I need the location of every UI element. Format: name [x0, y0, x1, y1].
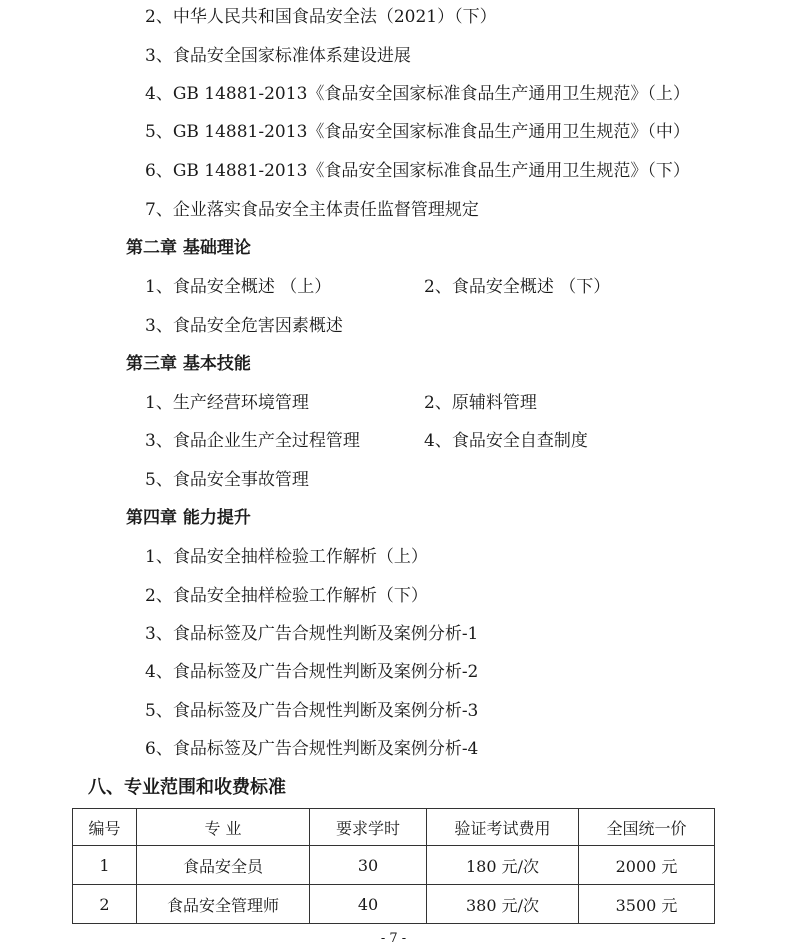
- list-item: 3、食品企业生产全过程管理: [145, 431, 360, 451]
- list-item: 4、GB 14881-2013《食品安全国家标准食品生产通用卫生规范》（上）: [145, 84, 690, 104]
- list-item: 3、食品安全国家标准体系建设进展: [145, 46, 411, 66]
- list-item: 7、企业落实食品安全主体责任监督管理规定: [145, 200, 479, 220]
- list-item: 2、原辅料管理: [424, 393, 537, 413]
- column-header: 全国统一价: [579, 809, 715, 846]
- table-cell: 40: [310, 885, 427, 924]
- list-item: 4、食品安全自查制度: [424, 431, 588, 451]
- list-item: 6、GB 14881-2013《食品安全国家标准食品生产通用卫生规范》（下）: [145, 161, 690, 181]
- table-cell: 食品安全管理师: [137, 885, 310, 924]
- list-item: 4、食品标签及广告合规性判断及案例分析-2: [145, 662, 479, 682]
- section-8-title: 八、专业范围和收费标准: [88, 777, 286, 798]
- chapter-2-title: 第二章 基础理论: [126, 238, 251, 258]
- list-item: 1、生产经营环境管理: [145, 393, 309, 413]
- list-item: 1、食品安全抽样检验工作解析（上）: [145, 547, 428, 567]
- list-item: 3、食品安全危害因素概述: [145, 316, 343, 336]
- chapter-4-title: 第四章 能力提升: [126, 508, 251, 528]
- list-item: 3、食品标签及广告合规性判断及案例分析-1: [145, 624, 479, 644]
- list-item: 5、GB 14881-2013《食品安全国家标准食品生产通用卫生规范》（中）: [145, 122, 690, 142]
- table-cell: 3500 元: [579, 885, 715, 924]
- table-cell: 30: [310, 846, 427, 885]
- column-header: 编号: [73, 809, 137, 846]
- table-cell: 380 元/次: [427, 885, 579, 924]
- table-row: [73, 846, 715, 885]
- column-header: 专 业: [137, 809, 310, 846]
- list-item: 2、食品安全抽样检验工作解析（下）: [145, 586, 428, 606]
- list-item: 2、食品安全概述 （下）: [424, 277, 611, 297]
- list-item: 1、食品安全概述 （上）: [145, 277, 332, 297]
- table-cell: 180 元/次: [427, 846, 579, 885]
- column-header: 要求学时: [310, 809, 427, 846]
- table-header-row: [73, 809, 715, 846]
- chapter-3-title: 第三章 基本技能: [126, 354, 251, 374]
- column-header: 验证考试费用: [427, 809, 579, 846]
- table-cell: 2: [73, 885, 137, 924]
- list-item: 2、中华人民共和国食品安全法（2021）（下）: [145, 7, 497, 27]
- fee-table: [72, 808, 715, 924]
- table-cell: 1: [73, 846, 137, 885]
- table-cell: 食品安全员: [137, 846, 310, 885]
- page-number: - 7 -: [380, 931, 407, 946]
- list-item: 5、食品安全事故管理: [145, 470, 309, 490]
- table-row: [73, 885, 715, 924]
- table-cell: 2000 元: [579, 846, 715, 885]
- list-item: 6、食品标签及广告合规性判断及案例分析-4: [145, 739, 479, 759]
- list-item: 5、食品标签及广告合规性判断及案例分析-3: [145, 701, 479, 721]
